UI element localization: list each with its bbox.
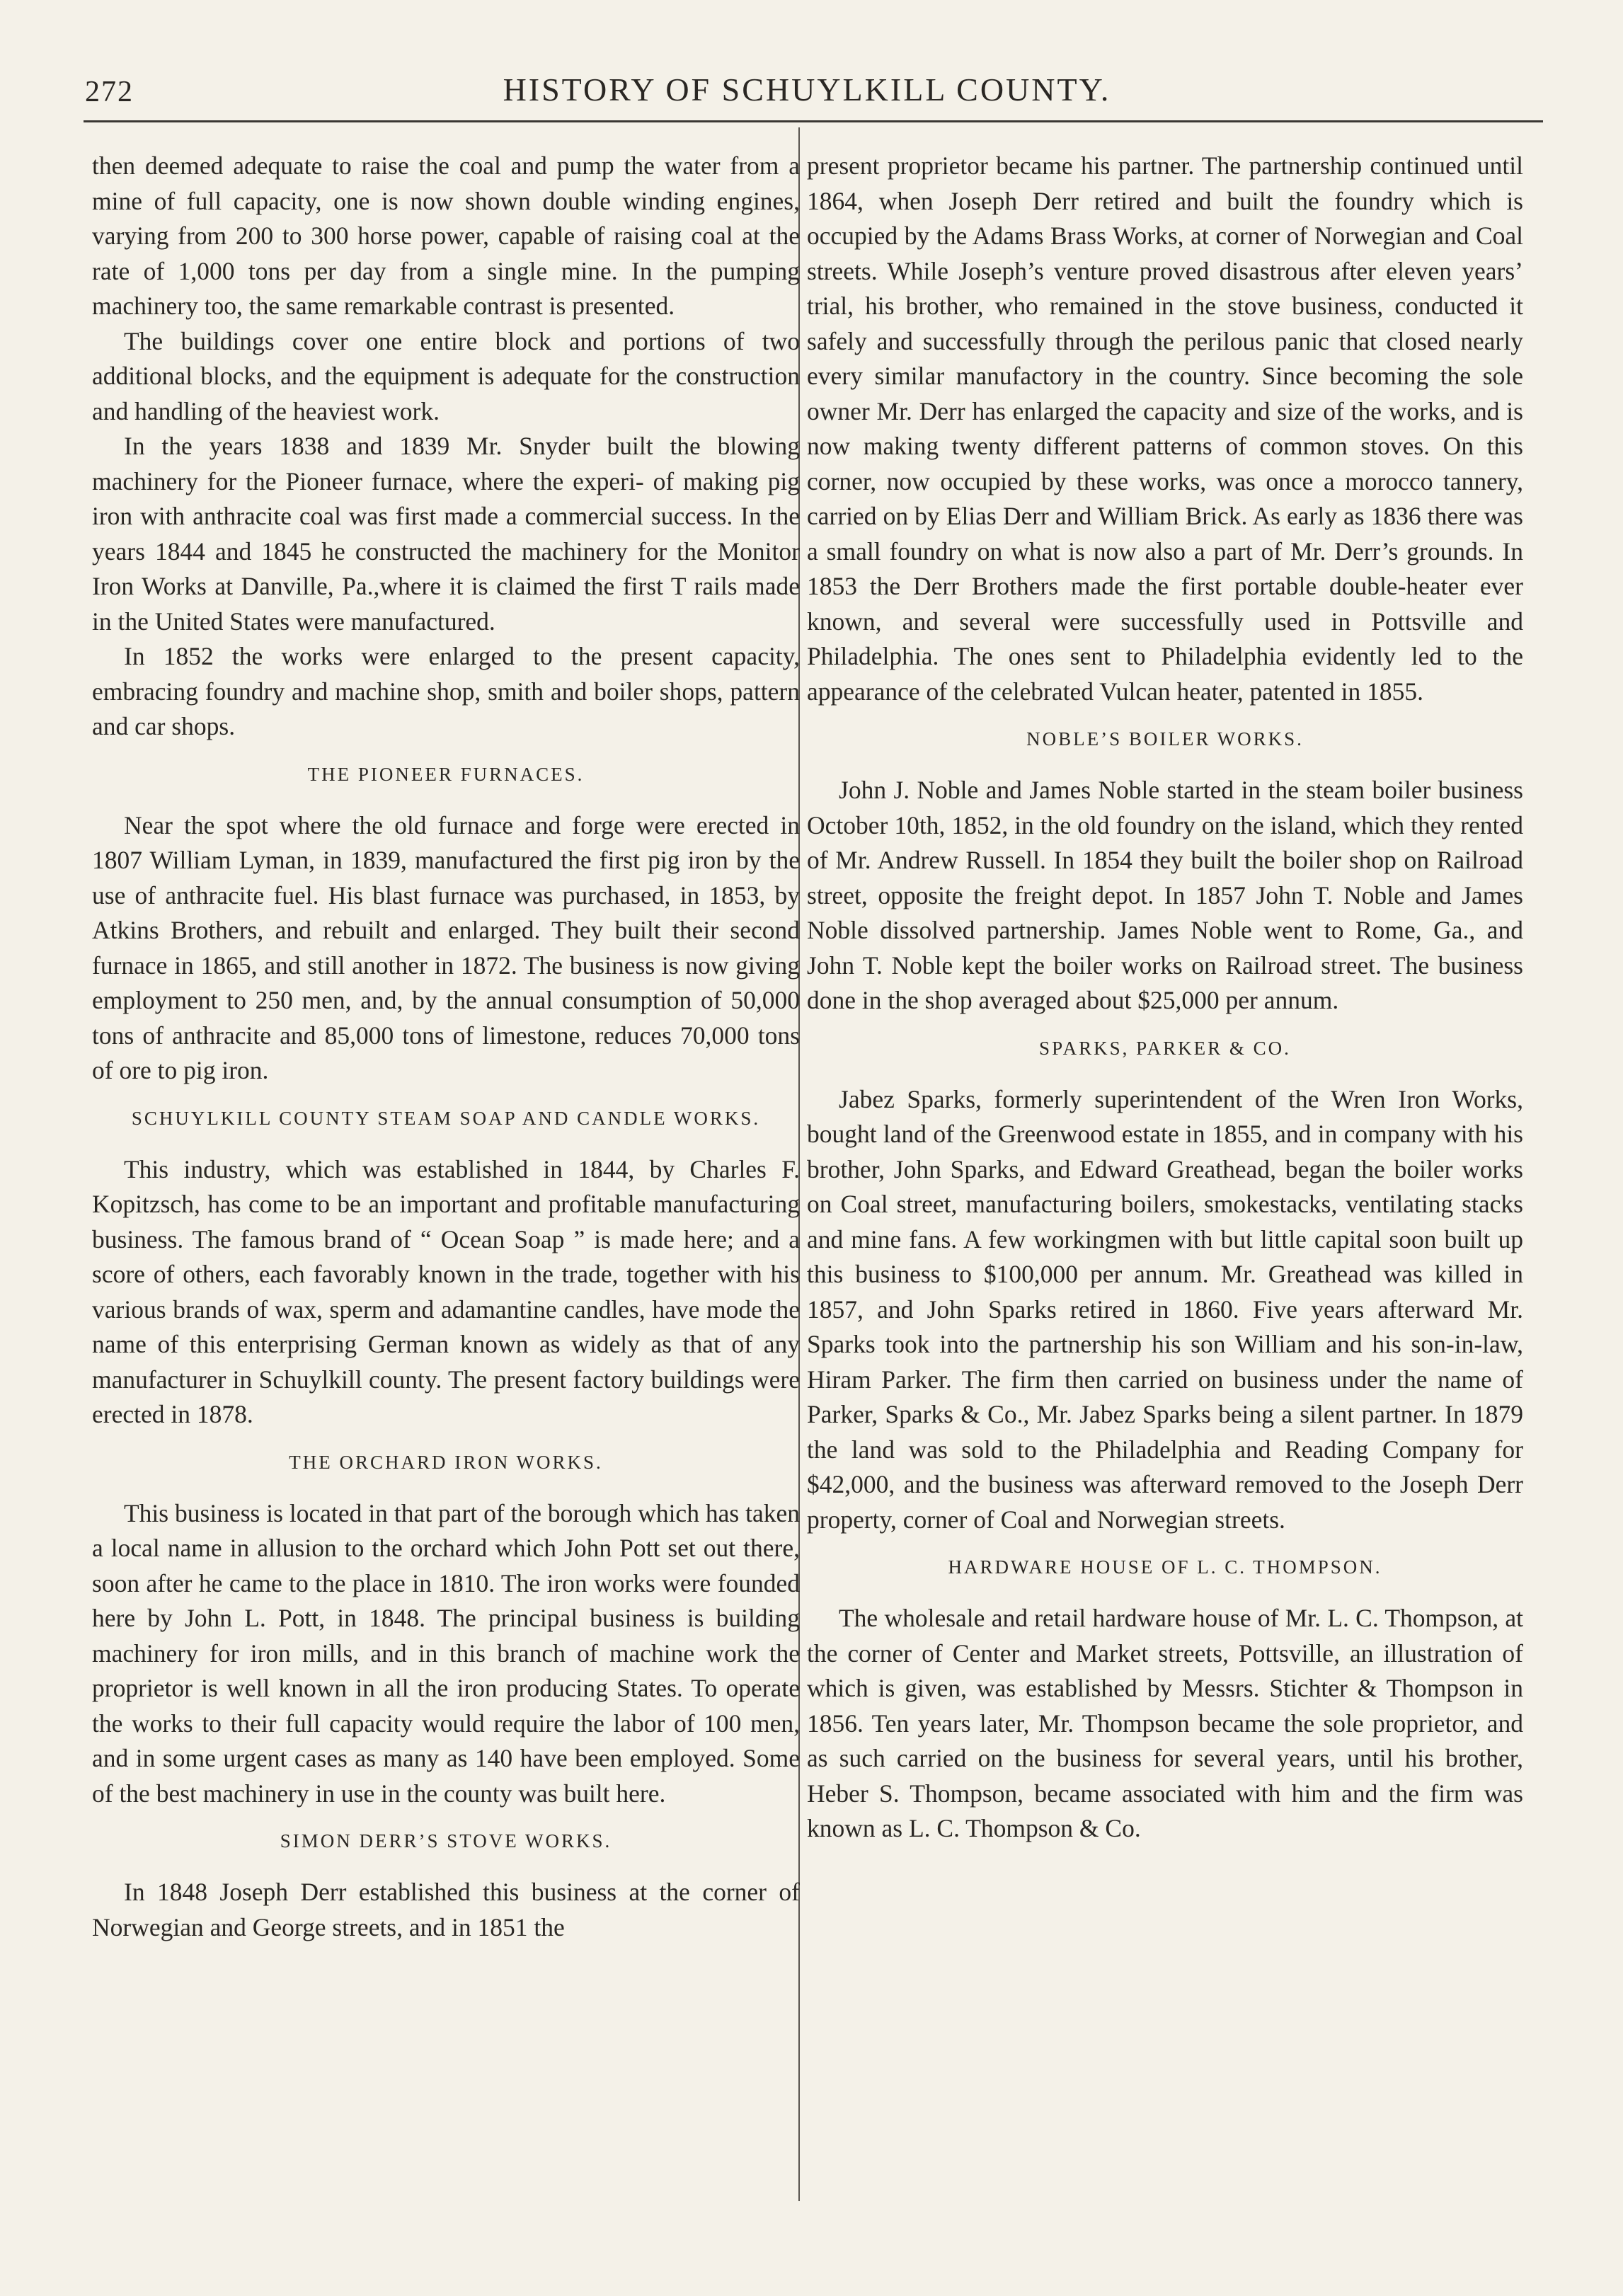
paragraph: The wholesale and retail hardware house of Mr. L. C. Thompson, at the corner of Center and Market streets, Pottsville, an illustration of which is given, was established by Messrs. Stichter & Thompson in 1856. Ten years later, Mr. Thompson became the sole proprietor, and as such carried on the business for several years, until his brother, Heber S. Thompson, became associated with him and the firm was known as L. C. Thompson & Co. bbox=[807, 1604, 1523, 1842]
header-rule bbox=[84, 120, 1543, 122]
right-column bbox=[807, 149, 1523, 1847]
section-heading-sparks: SPARKS, PARKER & CO. bbox=[1039, 1037, 1291, 1059]
paragraph: Jabez Sparks, formerly superintendent of the Wren Iron Works, bought land of the Greenwood estate in 1855, and in company with his brother, John Sparks, and Edward Greathead, began the boiler works on Coal street, manufacturing boilers, smokestacks, ventilating stacks and mine fans. A few workingmen with but little capital soon built up this business to $100,000 per annum. Mr. Greathead was killed in 1857, and John Sparks retired in 1860. Five years afterward Mr. Sparks took into the partnership his son William and his son-in-law, Hiram Parker. The firm then carried on business under the name of Parker, Sparks & Co., Mr. Jabez Sparks being a silent partner. In 1879 the land was sold to the Philadelphia and Reading Company for $42,000, and the business was afterward removed to the Joseph Derr property, corner of Coal and Norwegian streets. bbox=[807, 1084, 1523, 1534]
section-heading-thompson: HARDWARE HOUSE OF L. C. THOMPSON. bbox=[948, 1556, 1382, 1578]
paragraph: Near the spot where the old furnace and forge were erected in 1807 William Lyman, in 1839, manufactured the first pig iron by the use of anthracite fuel. His blast furnace was purchased, in 1853, by Atkins Brothers, and rebuilt and enlarged. They built their second furnace in 1865, and still another in 1872. The business is now giving employment to 250 men, and, by the annual consumption of 50,000 tons of anthracite and 85,000 tons of limestone, reduces 70,000 tons of ore to pig iron. bbox=[92, 810, 800, 1084]
left-column bbox=[92, 149, 800, 1945]
paragraph: present proprietor became his partner. The partnership continued until 1864, when Joseph Derr retired and built the foundry which is occupied by the Adams Brass Works, at corner of Norwegian and Coal streets. While Joseph’s venture proved disastrous after eleven years’ trial, his brother, who remained in the stove business, conducted it safely and successfully through the perilous panic that closed nearly every similar manufactory in the country. Since becoming the sole owner Mr. Derr has enlarged the capacity and size of the works, and is now making twenty different patterns of common stoves. On this corner, now occupied by these works, was once a morocco tannery, carried on by Elias Derr and William Brick. As early as 1836 there was a small foundry on what is now also a part of Mr. Derr’s grounds. In 1853 the Derr Brothers made the first portable double-heater ever known, and several were successfully used in Pottsville and Philadelphia. The ones sent to Philadelphia evidently led to the appearance of the celebrated Vulcan heater, patented in 1855. bbox=[807, 151, 1523, 706]
paragraph: John J. Noble and James Noble started in the steam boiler business October 10th, 1852, in the old foundry on the island, which they rented of Mr. Andrew Russell. In 1854 they built the boiler shop on Railroad street, opposite the freight depot. In 1857 John T. Noble and James Noble dissolved partnership. James Noble went to Rome, Ga., and John T. Noble kept the boiler works on Railroad street. The business done in the shop averaged about $25,000 per annum. bbox=[807, 776, 1523, 1014]
section-heading-soap: SCHUYLKILL COUNTY STEAM SOAP AND CANDLE WORKS. bbox=[131, 1107, 761, 1129]
paragraph: In 1848 Joseph Derr established this business at the corner of Norwegian and George streets, and in 1851 the bbox=[92, 1878, 800, 1941]
section-heading-pioneer: THE PIONEER FURNACES. bbox=[307, 763, 585, 785]
paragraph: then deemed adequate to raise the coal and pump the water from a mine of full capacity, one is now shown double winding engines, varying from 200 to 300 horse power, capable of raising coal at the rate of 1,000 tons per day from a single mine. In the pumping machinery too, the same remarkable contrast is presented. bbox=[92, 151, 800, 320]
paragraph: The buildings cover one entire block and portions of two additional blocks, and the equipment is adequate for the construction and handling of the heaviest work. bbox=[92, 326, 800, 425]
section-heading-noble: NOBLE’S BOILER WORKS. bbox=[1026, 728, 1304, 750]
page-header bbox=[78, 71, 1536, 113]
section-heading-derr: SIMON DERR’S STOVE WORKS. bbox=[280, 1830, 612, 1852]
paragraph: In the years 1838 and 1839 Mr. Snyder built the blowing machinery for the Pioneer furnace, where the experi- of making pig iron with anthracite coal was first made a commercial success. In the years 1844 and 1845 he constructed the machinery for the Monitor Iron Works at Danville, Pa.,where it is claimed the first T rails made in the United States were manufactured. bbox=[92, 432, 800, 636]
paragraph: In 1852 the works were enlarged to the present capacity, embracing foundry and machine shop, smith and boiler shops, pattern and car shops. bbox=[92, 642, 800, 740]
running-head-title: HISTORY OF SCHUYLKILL COUNTY. bbox=[503, 71, 1111, 108]
paragraph: This industry, which was established in 1844, by Charles F. Kopitzsch, has come to be an important and profitable manufacturing business. The famous brand of “ Ocean Soap ” is made here; and a score of others, each favorably known in the trade, together with his various brands of wax, sperm and adamantine candles, have mode the name of this enterprising German known as widely as that of any manufacturer in Schuylkill county. The present factory buildings were erected in 1878. bbox=[92, 1154, 800, 1428]
paragraph: This business is located in that part of the borough which has taken a local name in allusion to the orchard which John Pott set out there, soon after he came to the place in 1810. The iron works were founded here by John L. Pott, in 1848. The principal business is building machinery for iron mills, and in this branch of machine work the proprietor is well known in all the iron producing States. To operate the works to their full capacity would require the labor of 100 men, and in some urgent cases as many as 140 have been employed. Some of the best machinery in use in the county was built here. bbox=[92, 1498, 800, 1808]
section-heading-orchard: THE ORCHARD IRON WORKS. bbox=[289, 1451, 603, 1473]
page-number: 272 bbox=[85, 76, 134, 108]
